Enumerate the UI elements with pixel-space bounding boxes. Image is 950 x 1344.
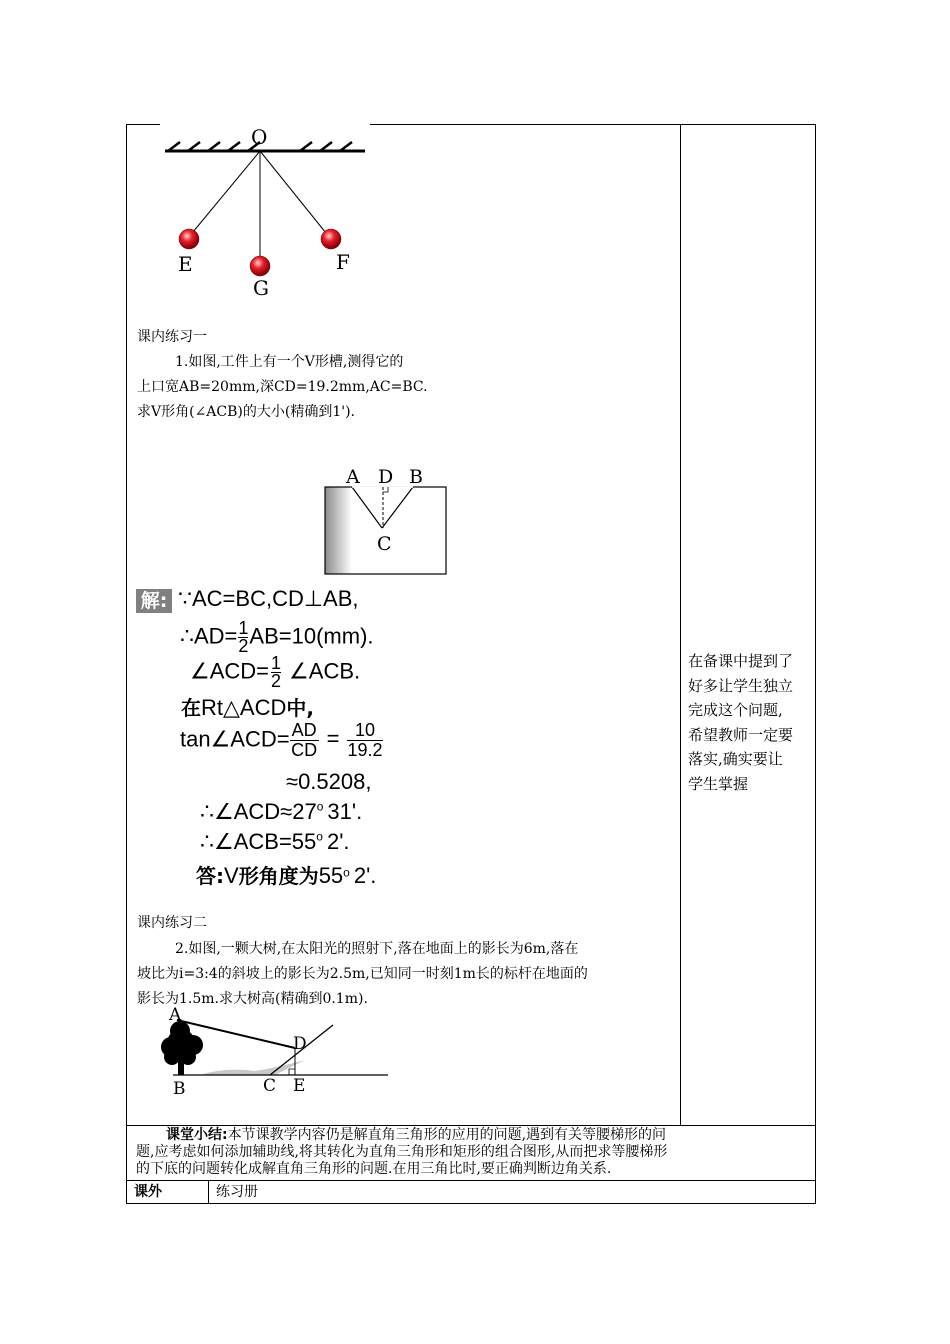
fraction-num: 1 — [238, 618, 249, 638]
solution-line7-b: 31'. — [327, 799, 363, 824]
table-top-border-right — [370, 124, 816, 125]
table-left-border — [126, 124, 127, 1204]
label-a: A — [346, 466, 360, 488]
practice1-line2: 上口宽AB=20mm,深CD=19.2mm,AC=BC. — [137, 379, 428, 395]
fraction-ad-cd — [290, 721, 319, 760]
v-groove-figure — [320, 462, 450, 578]
table-right-border — [815, 124, 816, 1204]
summary-text-1: 本节课教学内容仍是解直角三角形的应用的问题,遇到有关等腰梯形的问 — [227, 1127, 667, 1143]
solution-answer — [196, 860, 376, 889]
tree-trunk — [178, 1053, 184, 1075]
practice2-title: 课内练习二 — [137, 915, 207, 931]
solution-line5-eq: = — [326, 726, 340, 752]
side-note-line: 完成这个问题, — [688, 701, 783, 719]
solution-line5-a: tan∠ACD= — [180, 726, 290, 752]
solution-line1: ∵AC=BC,CD⊥AB, — [178, 586, 359, 611]
row-divider-summary — [126, 1125, 816, 1126]
fraction-10-192 — [347, 721, 382, 760]
practice1-line3: 求V形角(∠ACB)的大小(精确到1'). — [137, 404, 356, 420]
homework-value: 练习册 — [216, 1184, 258, 1200]
solution-line8-b: 2'. — [326, 829, 350, 854]
label-g: G — [253, 276, 269, 300]
answer-v: V — [224, 863, 239, 888]
solution-line4-b: Rt△ACD — [201, 695, 287, 720]
fraction-half-2 — [271, 655, 281, 690]
solution-badge: 解: — [136, 589, 172, 613]
homework-label: 课外 — [134, 1184, 162, 1200]
label-o: O — [251, 125, 268, 149]
summary-line1 — [136, 1127, 812, 1144]
label-b: B — [173, 1079, 186, 1097]
practice1-line1: 1.如图,工件上有一个V形槽,测得它的 — [175, 354, 404, 370]
practice1-title: 课内练习一 — [137, 329, 207, 345]
practice2-line3: 影长为1.5m.求大树高(精确到0.1m). — [137, 991, 368, 1007]
summary-line3: 的下底的问题转化成解直角三角形的问题.在用三角比时,要正确判断边角关系. — [136, 1161, 612, 1177]
solution-line7 — [200, 799, 362, 825]
ball-e — [179, 229, 199, 249]
pendulum-figure — [150, 120, 390, 305]
fraction-den: 2 — [271, 671, 282, 691]
solution-line8-a: ∴∠ACB=55 — [200, 829, 317, 854]
solution-line4-a: 在 — [181, 696, 201, 720]
side-note-line: 学生掌握 — [688, 774, 749, 793]
solution-line3-b: ∠ACB. — [289, 658, 361, 684]
fraction-den: 19.2 — [347, 740, 383, 760]
label-a: A — [169, 1005, 182, 1025]
summary-line2: 题,应考虑如何添加辅助线,将其转化为直角三角形和矩形的组合图形,从而把求等腰梯形 — [136, 1144, 668, 1160]
label-d: D — [293, 1034, 307, 1054]
label-e: E — [178, 252, 193, 276]
table-bottom-border — [126, 1203, 816, 1204]
label-d: D — [378, 466, 394, 488]
row-divider-homework — [126, 1180, 816, 1181]
answer-degrees: 55 — [318, 863, 344, 888]
side-note-line: 好多让学生独立 — [688, 676, 794, 695]
fraction-num: 1 — [271, 653, 282, 673]
tree-shadow-figure — [155, 1005, 395, 1097]
homework-divider — [208, 1180, 209, 1204]
fraction-den: 2 — [238, 636, 249, 656]
label-c: C — [377, 533, 392, 555]
answer-text: 形角度为 — [238, 864, 319, 888]
summary-label: 课堂小结: — [166, 1127, 228, 1143]
side-note-line: 希望教师一定要 — [688, 725, 794, 744]
ball-f — [321, 229, 341, 249]
practice2-line2: 坡比为i=3:4的斜坡上的影长为2.5m,已知同一时刻1m长的标杆在地面的 — [137, 966, 588, 982]
solution-line5 — [180, 721, 383, 760]
label-b: B — [409, 466, 423, 488]
label-f: F — [336, 250, 350, 274]
fraction-den: CD — [291, 740, 318, 760]
solution-line6: ≈0.5208, — [286, 769, 372, 794]
solution-line7-a: ∴∠ACD≈27 — [200, 799, 317, 824]
solution-line3-a: ∠ACD= — [190, 658, 270, 684]
solution-line4 — [181, 692, 314, 721]
fraction-half-1 — [238, 620, 248, 655]
side-note-line: 在备课中提到了 — [688, 652, 794, 670]
side-note — [688, 649, 810, 796]
solution-line3 — [190, 655, 360, 690]
column-divider — [680, 124, 681, 1125]
fraction-num: 10 — [347, 721, 382, 741]
label-e: E — [293, 1076, 306, 1096]
string-of — [260, 151, 330, 238]
practice2-line1: 2.如图,一颗大树,在太阳光的照射下,落在地面上的影长为6m,落在 — [175, 941, 579, 957]
solution-line2-b: AB=10(mm). — [249, 623, 374, 649]
solution-line8 — [200, 829, 350, 855]
degree-mark: o — [316, 799, 324, 814]
degree-mark: o — [316, 829, 323, 844]
solution-line2-a: ∴AD= — [180, 623, 238, 649]
solution-line4-c: 中, — [286, 696, 314, 720]
answer-label: 答: — [196, 864, 224, 888]
summary-block — [136, 1127, 812, 1178]
side-note-line: 落实,确实要让 — [688, 750, 783, 768]
string-oe — [188, 151, 260, 238]
ball-g — [250, 256, 270, 276]
solution-line2 — [180, 620, 374, 655]
degree-mark: o — [343, 865, 350, 880]
fraction-num: AD — [291, 720, 317, 740]
label-c: C — [263, 1076, 277, 1096]
answer-minutes: 2'. — [353, 863, 377, 888]
